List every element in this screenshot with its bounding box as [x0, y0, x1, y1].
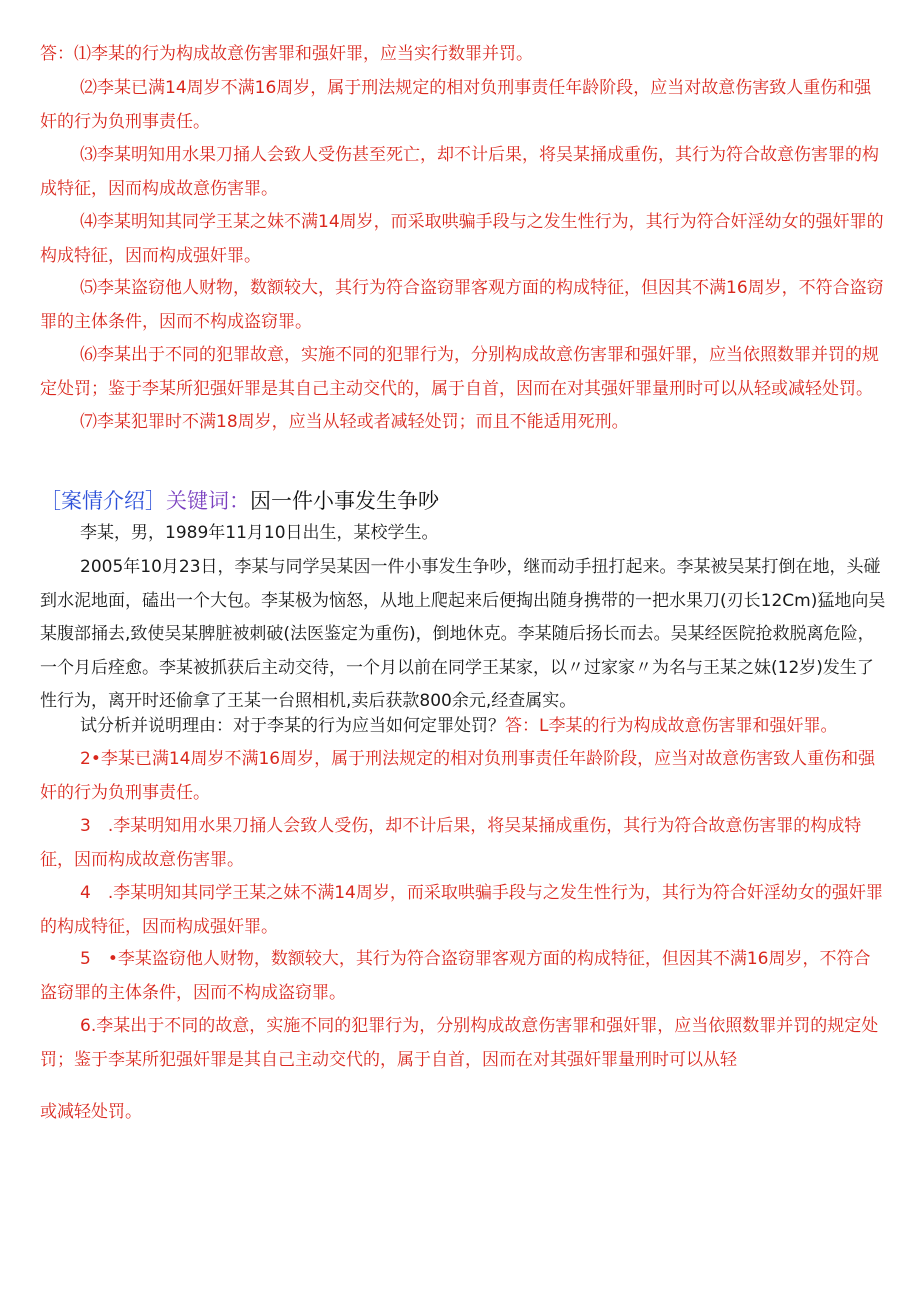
case-heading-keyword-label: 关键词：: [166, 489, 250, 513]
answer-1-point-4: ⑷李某明知其同学王某之妹不满14周岁，而采取哄骗手段与之发生性行为，其行为符合奸淫幼女的强奸罪的构成特征，因而构成强奸罪。: [40, 212, 884, 266]
question-line: [40, 710, 886, 744]
case-heading: [40, 486, 886, 516]
answer-1-point-7: ⑺李某犯罪时不满18周岁，应当从轻或者减轻处罚；而且不能适用死刑。: [80, 412, 629, 432]
answer-2-start: 答：L李某的行为构成故意伤害罪和强奸罪。: [505, 716, 838, 736]
answer-1-point-6: ⑹李某出于不同的犯罪故意，实施不同的犯罪行为，分别构成故意伤害罪和强奸罪，应当依照数罪并罚的规定处罚；鉴于李某所犯强奸罪是其自己主动交代的，属于自首，因而在对其强奸罪量刑时可以从轻或减轻处罚。: [40, 345, 879, 399]
question-prompt: 试分析并说明理由：对于李某的行为应当如何定罪处罚？: [80, 716, 505, 736]
answer-2-point-4: 4 .李某明知其同学王某之妹不满14周岁，而采取哄骗手段与之发生性行为，其行为符合奸淫幼女的强奸罪的构成特征，因而构成强奸罪。: [40, 883, 883, 937]
case-person-info: 李某，男，1989年11月10日出生，某校学生。: [80, 523, 439, 543]
answer-1-point-5: ⑸李某盗窃他人财物，数额较大，其行为符合盗窃罪客观方面的构成特征，但因其不满16周岁，不符合盗窃罪的主体条件，因而不构成盗窃罪。: [40, 278, 884, 332]
answer-2-point-2: 2•李某已满14周岁不满16周岁，属于刑法规定的相对负刑事责任年龄阶段，应当对故意伤害致人重伤和强奸的行为负刑事责任。: [40, 749, 876, 803]
answer-2-point-6: 6.李某出于不同的故意，实施不同的犯罪行为，分别构成故意伤害罪和强奸罪，应当依照数罪并罚的规定处罚；鉴于李某所犯强奸罪是其自己主动交代的，属于自首，因而在对其强奸罪量刑时可以从轻: [40, 1016, 879, 1070]
answer-1-point-3: ⑶李某明知用水果刀捅人会致人受伤甚至死亡，却不计后果，将吴某捅成重伤，其行为符合故意伤害罪的构成特征，因而构成故意伤害罪。: [40, 145, 879, 199]
answer-2-point-5: 5 •李某盗窃他人财物，数额较大，其行为符合盗窃罪客观方面的构成特征，但因其不满16周岁，不符合盗窃罪的主体条件，因而不构成盗窃罪。: [40, 949, 871, 1003]
answer-2-point-6-continued: 或减轻处罚。: [40, 1102, 142, 1122]
case-heading-topic: 因一件小事发生争吵: [250, 489, 439, 513]
case-heading-bracket: ［案情介绍］: [40, 489, 166, 513]
answer-1-point-2: ⑵李某已满14周岁不满16周岁，属于刑法规定的相对负刑事责任年龄阶段，应当对故意伤害致人重伤和强奸的行为负刑事责任。: [40, 78, 872, 132]
answer-2-point-3: 3 .李某明知用水果刀捅人会致人受伤，却不计后果，将吴某捅成重伤，其行为符合故意伤害罪的构成特征，因而构成故意伤害罪。: [40, 816, 862, 870]
case-facts: 2005年10月23日，李某与同学吴某因一件小事发生争吵，继而动手扭打起来。李某被吴某打倒在地，头碰到水泥地面，磕出一个大包。李某极为恼怒，从地上爬起来后便掏出随身携带的一把水果刀(刃长12Cm)猛地向吴某腹部捅去,致使吴某脾脏被刺破(法医鉴定为重伤)，倒地休克。李某随后扬长而去。吴某经医院抢救脱离危险，一个月后痊愈。李某被抓获后主动交待，一个月以前在同学王某家，以〃过家家〃为名与王某之妹(12岁)发生了性行为，离开时还偷拿了王某一台照相机,卖后获款800余元,经查属实。: [40, 557, 886, 711]
answer-1-line-1: 答：⑴李某的行为构成故意伤害罪和强奸罪，应当实行数罪并罚。: [40, 44, 533, 64]
